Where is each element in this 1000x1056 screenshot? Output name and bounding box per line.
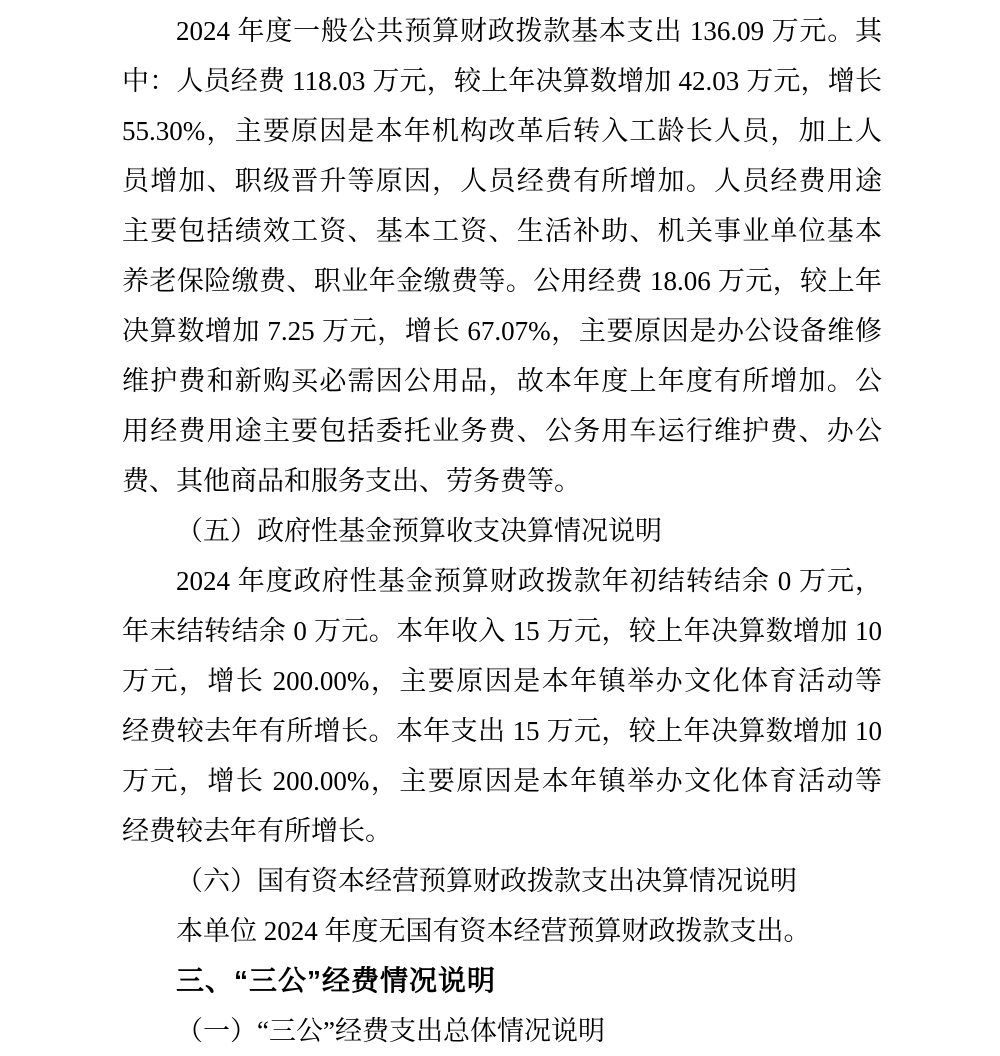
text-line: 中：人员经费 118.03 万元，较上年决算数增加 42.03 万元，增长 — [122, 66, 882, 96]
text-line: 2024 年度一般公共预算财政拨款基本支出 136.09 万元。其 — [176, 16, 882, 46]
text-line: 费、其他商品和服务支出、劳务费等。 — [122, 466, 581, 496]
text-line: 主要包括绩效工资、基本工资、生活补助、机关事业单位基本 — [122, 216, 882, 246]
text-line: 本单位 2024 年度无国有资本经营预算财政拨款支出。 — [176, 916, 811, 946]
subsection-heading: （六）国有资本经营预算财政拨款支出决算情况说明 — [176, 866, 797, 896]
subsection-heading: （五）政府性基金预算收支决算情况说明 — [176, 516, 662, 546]
text-line: 维护费和新购买必需因公用品，故本年度上年度有所增加。公 — [122, 366, 882, 396]
text-line: 经费较去年有所增长。 — [122, 816, 392, 846]
text-line: 用经费用途主要包括委托业务费、公务用车运行维护费、办公 — [122, 416, 882, 446]
text-line: 经费较去年有所增长。本年支出 15 万元，较上年决算数增加 10 — [122, 716, 882, 746]
text-line: 年末结转结余 0 万元。本年收入 15 万元，较上年决算数增加 10 — [122, 616, 882, 646]
subsection-heading: （一）“三公”经费支出总体情况说明 — [176, 1016, 605, 1046]
text-line: 55.30%，主要原因是本年机构改革后转入工龄长人员，加上人 — [122, 116, 882, 146]
text-line: 2024 年度政府性基金预算财政拨款年初结转结余 0 万元， — [176, 566, 882, 596]
text-line: 万元，增长 200.00%，主要原因是本年镇举办文化体育活动等 — [122, 666, 882, 696]
section-heading: 三、“三公”经费情况说明 — [176, 965, 497, 996]
text-line: 养老保险缴费、职业年金缴费等。公用经费 18.06 万元，较上年 — [122, 266, 882, 296]
text-line: 员增加、职级晋升等原因，人员经费有所增加。人员经费用途 — [122, 166, 882, 196]
text-line: 万元，增长 200.00%，主要原因是本年镇举办文化体育活动等 — [122, 766, 882, 796]
text-line: 决算数增加 7.25 万元，增长 67.07%，主要原因是办公设备维修 — [122, 316, 882, 346]
